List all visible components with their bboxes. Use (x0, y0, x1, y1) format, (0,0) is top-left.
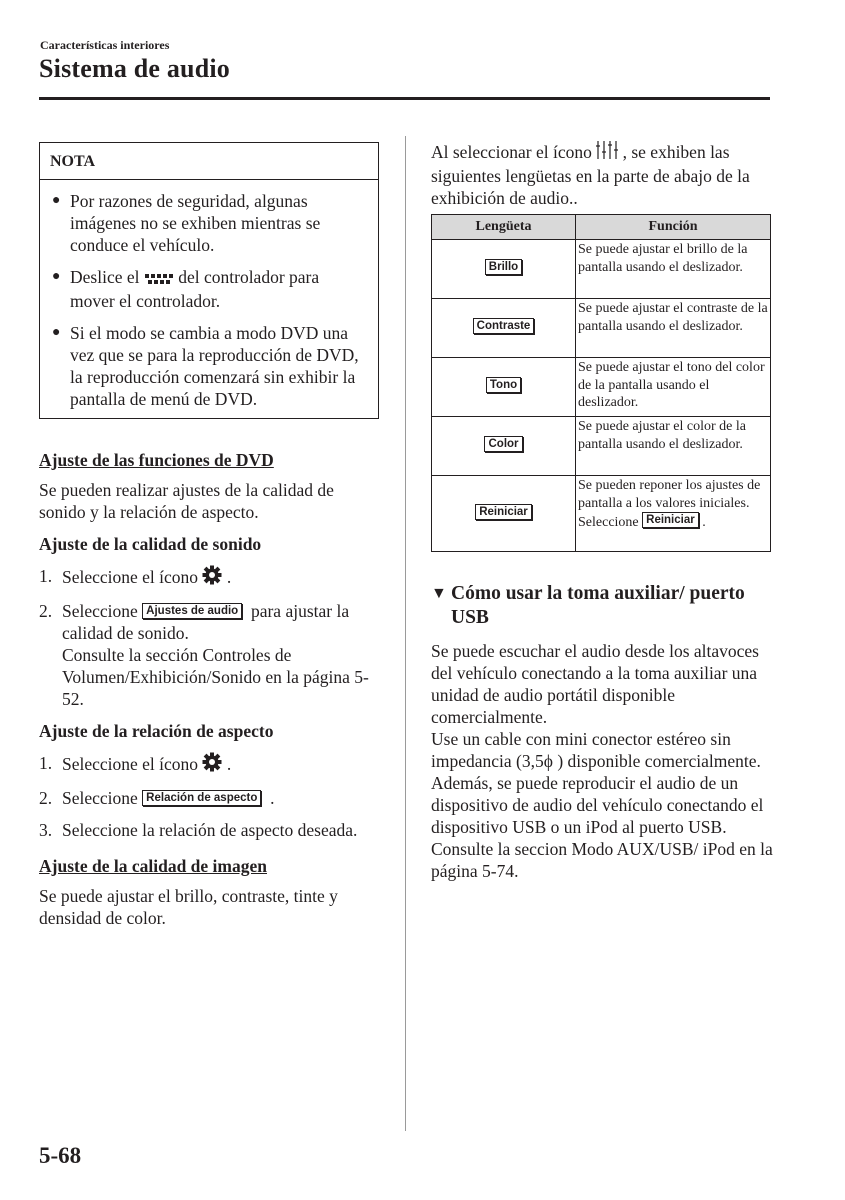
bullet-icon: ● (52, 193, 61, 208)
right-intro: Al seleccionar el ícono , se exhiben las siguientes lengüetas en la parte de abajo de la exhibición de audio.. (431, 142, 750, 208)
color-tab-button[interactable]: Color (484, 436, 522, 452)
function-cell: Se puede ajustar el color de la pantalla usando el deslizador. (576, 417, 771, 476)
section-heading-dvd: Ajuste de las funciones de DVD (39, 450, 274, 470)
table-row (432, 358, 771, 417)
table-row (432, 476, 771, 552)
nota-heading: NOTA (40, 143, 378, 180)
step-item: 3. Seleccione la relación de aspecto deseada. (39, 820, 358, 840)
equalizer-icon (596, 140, 618, 165)
step-item: 1. Seleccione el ícono . (39, 565, 384, 590)
nota-item: ● Si el modo se cambia a modo DVD una vez que se para la reproducción de DVD, la reproducción comenzará sin exhibir la pantalla de menú de DVD. (52, 323, 359, 409)
step-item: 2. Seleccione Relación de aspecto . (39, 788, 275, 808)
usb-paragraph: Se puede escuchar el audio desde los altavoces del vehículo conectando a la toma auxiliar una unidad de audio portátil disponible comercialmente. (431, 641, 759, 727)
nota-box (39, 142, 379, 419)
table-header-tab: Lengüeta (432, 215, 576, 240)
dvd-intro: Se pueden realizar ajustes de la calidad de sonido y la relación de aspecto. (39, 480, 334, 522)
subheading-sound-quality: Ajuste de la calidad de sonido (39, 534, 262, 554)
page-title: Sistema de audio (39, 54, 231, 83)
subheading-aspect-ratio: Ajuste de la relación de aspecto (39, 721, 274, 741)
table-header-function: Función (576, 215, 771, 240)
right-column (431, 140, 776, 882)
reset-button[interactable]: Reiniciar (642, 512, 699, 528)
tone-tab-button[interactable]: Tono (486, 377, 521, 393)
slider-handle-icon (144, 268, 174, 290)
section-heading-image-quality: Ajuste de la calidad de imagen (39, 856, 267, 876)
function-cell: Se pueden reponer los ajustes de pantalla a los valores iniciales. Seleccione Reiniciar . (576, 476, 771, 552)
step-item: 1. Seleccione el ícono . (39, 752, 384, 777)
contrast-tab-button[interactable]: Contraste (473, 318, 535, 334)
page-number: 5-68 (39, 1143, 82, 1168)
aspect-ratio-button[interactable]: Relación de aspecto (142, 790, 261, 806)
table-row (432, 299, 771, 358)
usb-paragraph: Consulte la seccion Modo AUX/USB/ iPod en la página 5-74. (431, 839, 773, 881)
left-column (39, 142, 384, 929)
audio-settings-button[interactable]: Ajustes de audio (142, 603, 242, 619)
function-cell: Se puede ajustar el brillo de la pantalla usando el deslizador. (576, 240, 771, 299)
table-row (432, 417, 771, 476)
table-row (432, 240, 771, 299)
nota-item: ● Deslice el del controlador para mover el controlador. (52, 267, 320, 311)
reset-tab-button[interactable]: Reiniciar (475, 504, 532, 520)
column-divider (405, 136, 406, 1131)
header-rule (39, 97, 770, 100)
image-quality-text: Se puede ajustar el brillo, contraste, tinte y densidad de color. (39, 886, 338, 928)
tabs-function-table (431, 214, 771, 552)
section-heading-usb: ▼ Cómo usar la toma auxiliar/ puerto USB (431, 583, 745, 628)
gear-icon (202, 752, 222, 777)
usb-paragraph: Además, se puede reproducir el audio de un dispositivo de audio del vehículo conectando el dispositivo USB o un iPod al puerto USB. (431, 773, 764, 837)
nota-item: ● Por razones de seguridad, algunas imágenes no se exhiben mientras se conduce el vehículo. (52, 191, 321, 255)
bullet-icon: ● (52, 325, 61, 340)
gear-icon (202, 565, 222, 590)
function-cell: Se puede ajustar el tono del color de la pantalla usando el deslizador. (576, 358, 771, 417)
breadcrumb: Características interiores (40, 38, 170, 52)
brightness-tab-button[interactable]: Brillo (485, 259, 522, 275)
triangle-marker-icon: ▼ (431, 585, 447, 602)
usb-paragraph: Use un cable con mini conector estéreo sin impedancia (3,5ϕ ) disponible comercialmente. (431, 729, 761, 771)
bullet-icon: ● (52, 269, 61, 284)
function-cell: Se puede ajustar el contraste de la pantalla usando el deslizador. (576, 299, 771, 358)
step-item: 2. Seleccione Ajustes de audio para ajustar la calidad de sonido. Consulte la sección Controles de Volumen/Exhibición/Sonido en la página 5-52. (39, 601, 369, 709)
